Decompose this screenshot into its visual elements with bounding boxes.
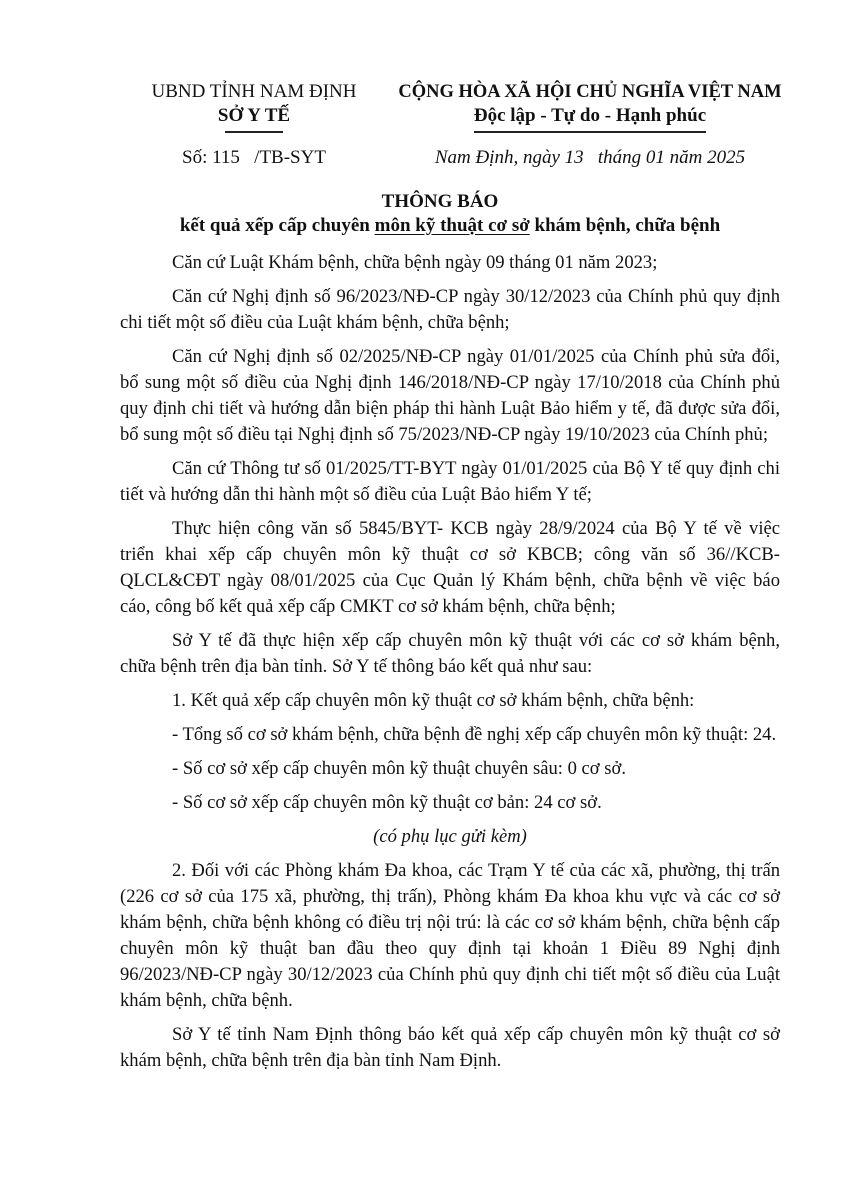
- section-2-paragraph: 2. Đối với các Phòng khám Đa khoa, các Trạm Y tế của các xã, phường, thị trấn (226 cơ sở của 175 xã, phường, thị trấn), Phòng khám Đa khoa khu vực và các cơ sở khám bệnh, chữa bệnh không có điều trị nội trú: là các cơ sở khám bệnh, chữa bệnh cấp chuyên môn kỹ thuật ban đầu theo quy định tại khoản 1 Điều 89 Nghị định 96/2023/NĐ-CP ngày 30/12/2023 của Chính phủ quy định chi tiết một số điều của Luật khám bệnh, chữa bệnh.: [120, 860, 780, 1011]
- result-item: - Tổng số cơ sở khám bệnh, chữa bệnh đề nghị xếp cấp chuyên môn kỹ thuật: 24.: [172, 724, 777, 745]
- summary-paragraph: Sở Y tế đã thực hiện xếp cấp chuyên môn kỹ thuật với các cơ sở khám bệnh, chữa bệnh trên địa bàn tỉnh. Sở Y tế thông báo kết quả như sau:: [120, 630, 780, 677]
- subtitle-part-1: kết quả xếp cấp chuyên: [179, 215, 375, 236]
- subtitle-underlined: môn kỹ thuật cơ sở: [374, 215, 530, 236]
- department-name: SỞ Y TẾ: [217, 105, 291, 126]
- document-body: [120, 250, 780, 1082]
- result-item: - Số cơ sở xếp cấp chuyên môn kỹ thuật chuyên sâu: 0 cơ sở.: [172, 758, 626, 779]
- legal-basis-paragraph: Căn cứ Thông tư số 01/2025/TT-BYT ngày 01/01/2025 của Bộ Y tế quy định chi tiết và hướng dẫn thi hành một số điều của Luật Bảo hiểm Y tế;: [120, 458, 780, 505]
- section-1-heading: 1. Kết quả xếp cấp chuyên môn kỹ thuật cơ sở khám bệnh, chữa bệnh:: [172, 690, 695, 711]
- national-title: CỘNG HÒA XÃ HỘI CHỦ NGHĨA VIỆT NAM: [398, 82, 782, 102]
- agency-name: UBND TỈNH NAM ĐỊNH: [151, 81, 357, 102]
- motto-underline: [474, 131, 706, 133]
- subtitle-part-2: khám bệnh, chữa bệnh: [529, 215, 721, 236]
- department-underline: [225, 131, 283, 133]
- document-number: Số: 115 /TB-SYT: [182, 147, 326, 168]
- legal-basis-paragraph: Căn cứ Nghị định số 96/2023/NĐ-CP ngày 30/12/2023 của Chính phủ quy định chi tiết một số điều của Luật khám bệnh, chữa bệnh;: [120, 286, 780, 333]
- closing-paragraph: Sở Y tế tỉnh Nam Định thông báo kết quả xếp cấp chuyên môn kỹ thuật cơ sở khám bệnh, chữa bệnh trên địa bàn tỉnh Nam Định.: [120, 1024, 780, 1071]
- document-title: THÔNG BÁO: [381, 191, 499, 212]
- national-motto: Độc lập - Tự do - Hạnh phúc: [473, 105, 707, 126]
- result-item: - Số cơ sở xếp cấp chuyên môn kỹ thuật cơ bản: 24 cơ sở.: [172, 792, 602, 813]
- document-subtitle: [100, 214, 800, 238]
- legal-basis-paragraph: Căn cứ Luật Khám bệnh, chữa bệnh ngày 09 tháng 01 năm 2023;: [172, 252, 658, 273]
- implementation-paragraph: Thực hiện công văn số 5845/BYT- KCB ngày 28/9/2024 của Bộ Y tế về việc triển khai xếp cấp chuyên môn kỹ thuật cơ sở KBCB; công văn số 36//KCB-QLCL&CĐT ngày 08/01/2025 của Cục Quản lý Khám bệnh, chữa bệnh về việc báo cáo, công bố kết quả xếp cấp CMKT cơ sở khám bệnh, chữa bệnh;: [120, 518, 780, 617]
- national-header-block: [388, 80, 792, 133]
- appendix-note: (có phụ lục gửi kèm): [373, 826, 527, 847]
- place-date: Nam Định, ngày 13 tháng 01 năm 2025: [434, 147, 746, 168]
- issuing-agency-block: [126, 80, 382, 133]
- legal-basis-paragraph: Căn cứ Nghị định số 02/2025/NĐ-CP ngày 01/01/2025 của Chính phủ sửa đổi, bổ sung một số điều của Nghị định 146/2018/NĐ-CP ngày 17/10/2018 của Chính phủ quy định chi tiết và hướng dẫn biện pháp thi hành Luật Bảo hiểm y tế, đã được sửa đổi, bổ sung một số điều tại Nghị định số 75/2023/NĐ-CP ngày 19/10/2023 của Chính phủ;: [120, 346, 780, 445]
